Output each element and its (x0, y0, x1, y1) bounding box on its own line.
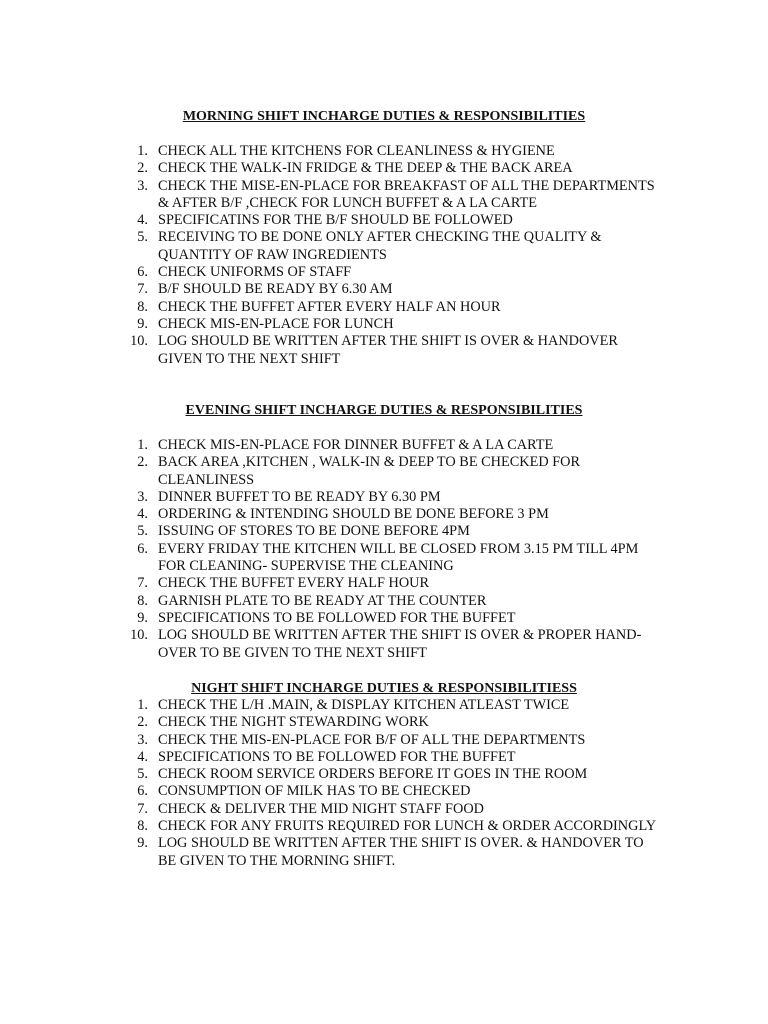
list-item (0, 316, 658, 333)
item-number: 4. (137, 506, 148, 523)
list-item (0, 610, 658, 627)
evening-shift-section (0, 402, 768, 662)
item-number: 10. (130, 627, 148, 644)
item-text: CHECK THE WALK-IN FRIDGE & THE DEEP & THE BACK AREA (158, 160, 573, 177)
item-number: 6. (137, 783, 148, 800)
item-number: 5. (137, 229, 148, 246)
morning-shift-heading: MORNING SHIFT INCHARGE DUTIES & RESPONSIBILITIES (182, 109, 586, 124)
item-number: 9. (137, 835, 148, 852)
night-shift-heading: NIGHT SHIFT INCHARGE DUTIES & RESPONSIBILITIESS (191, 681, 577, 696)
list-item (0, 783, 658, 800)
evening-shift-heading: EVENING SHIFT INCHARGE DUTIES & RESPONSIBILITIES (185, 403, 583, 418)
item-number: 9. (137, 609, 148, 626)
item-text: CHECK THE L/H .MAIN, & DISPLAY KITCHEN ATLEAST TWICE (158, 697, 570, 713)
item-text: RECEIVING TO BE DONE ONLY AFTER CHECKING THE QUALITY & QUANTITY OF RAW INGREDIENTS (158, 229, 602, 263)
list-item (0, 766, 658, 783)
item-number: 5. (137, 766, 148, 783)
item-text: CHECK MIS-EN-PLACE FOR DINNER BUFFET & A LA CARTE (158, 437, 554, 453)
item-number: 3. (137, 488, 148, 505)
item-text: DINNER BUFFET TO BE READY BY 6.30 PM (158, 488, 441, 505)
list-item (0, 714, 658, 731)
list-item (0, 281, 658, 298)
item-text: CHECK ROOM SERVICE ORDERS BEFORE IT GOES IN THE ROOM (158, 766, 588, 783)
item-text: EVERY FRIDAY THE KITCHEN WILL BE CLOSED FROM 3.15 PM TILL 4PM FOR CLEANING- SUPERVISE THE CLEANING (158, 540, 639, 575)
item-number: 7. (137, 575, 148, 592)
item-text: SPECIFICATINS FOR THE B/F SHOULD BE FOLLOWED (158, 212, 513, 229)
list-item (0, 333, 658, 368)
item-text: CHECK MIS-EN-PLACE FOR LUNCH (158, 315, 394, 332)
item-number: 6. (137, 264, 148, 281)
item-number: 2. (137, 160, 148, 177)
list-item (0, 732, 658, 749)
item-number: 3. (137, 177, 148, 194)
list-item (0, 454, 658, 489)
item-text: GARNISH PLATE TO BE READY AT THE COUNTER (158, 592, 487, 609)
list-item (0, 835, 658, 870)
item-text: CONSUMPTION OF MILK HAS TO BE CHECKED (158, 783, 471, 800)
item-number: 8. (137, 592, 148, 609)
item-text: BACK AREA ,KITCHEN , WALK-IN & DEEP TO BE CHECKED FOR CLEANLINESS (158, 454, 581, 488)
item-text: LOG SHOULD BE WRITTEN AFTER THE SHIFT IS OVER & HANDOVER GIVEN TO THE NEXT SHIFT (158, 333, 618, 367)
list-item (0, 178, 658, 213)
item-text: ISSUING OF STORES TO BE DONE BEFORE 4PM (158, 523, 470, 540)
item-number: 4. (137, 748, 148, 765)
evening-duties-list (0, 437, 768, 662)
item-number: 4. (137, 212, 148, 229)
item-text: LOG SHOULD BE WRITTEN AFTER THE SHIFT IS OVER. & HANDOVER TO BE GIVEN TO THE MORNING SHIFT. (158, 835, 644, 869)
list-item (0, 818, 658, 835)
list-item (0, 593, 658, 610)
item-text: CHECK FOR ANY FRUITS REQUIRED FOR LUNCH & ORDER ACCORDINGLY (158, 818, 657, 835)
item-text: ORDERING & INTENDING SHOULD BE DONE BEFORE 3 PM (158, 506, 549, 523)
list-item (0, 229, 658, 264)
item-number: 2. (137, 454, 148, 471)
list-item (0, 264, 658, 281)
list-item (0, 143, 658, 160)
list-item (0, 541, 658, 576)
item-number: 10. (130, 333, 148, 350)
item-text: CHECK THE BUFFET AFTER EVERY HALF AN HOUR (158, 298, 501, 315)
list-item (0, 437, 658, 454)
list-item (0, 506, 658, 523)
item-text: SPECIFICATIONS TO BE FOLLOWED FOR THE BUFFET (158, 609, 516, 626)
item-text: CHECK THE MISE-EN-PLACE FOR BREAKFAST OF ALL THE DEPARTMENTS & AFTER B/F ,CHECK FOR LUNCH BUFFET & A LA CARTE (158, 177, 655, 211)
item-text: CHECK UNIFORMS OF STAFF (158, 264, 352, 281)
item-text: SPECIFICATIONS TO BE FOLLOWED FOR THE BUFFET (158, 748, 516, 765)
item-number: 8. (137, 818, 148, 835)
item-number: 7. (137, 800, 148, 817)
item-text: CHECK & DELIVER THE MID NIGHT STAFF FOOD (158, 800, 484, 817)
item-text: CHECK THE MIS-EN-PLACE FOR B/F OF ALL THE DEPARTMENTS (158, 731, 586, 748)
item-number: 9. (137, 315, 148, 332)
item-text: B/F SHOULD BE READY BY 6.30 AM (158, 281, 393, 298)
list-item (0, 627, 658, 662)
list-item (0, 575, 658, 592)
morning-duties-list (0, 143, 768, 368)
list-item (0, 801, 658, 818)
item-number: 1. (137, 143, 148, 159)
night-duties-list (0, 697, 768, 870)
item-text: CHECK THE BUFFET EVERY HALF HOUR (158, 575, 430, 592)
item-text: CHECK THE NIGHT STEWARDING WORK (158, 714, 429, 731)
item-text: LOG SHOULD BE WRITTEN AFTER THE SHIFT IS OVER & PROPER HAND-OVER TO BE GIVEN TO THE NEXT SHIFT (158, 627, 642, 661)
item-number: 6. (137, 540, 148, 557)
item-number: 8. (137, 298, 148, 315)
list-item (0, 697, 658, 714)
morning-shift-section (0, 108, 768, 368)
item-number: 7. (137, 281, 148, 298)
list-item (0, 160, 658, 177)
night-shift-section (0, 680, 768, 870)
list-item (0, 212, 658, 229)
item-number: 1. (137, 437, 148, 453)
item-number: 3. (137, 731, 148, 748)
item-number: 1. (137, 697, 148, 713)
list-item (0, 299, 658, 316)
list-item (0, 489, 658, 506)
item-text: CHECK ALL THE KITCHENS FOR CLEANLINESS & HYGIENE (158, 143, 555, 159)
item-number: 2. (137, 714, 148, 731)
list-item (0, 523, 658, 540)
item-number: 5. (137, 523, 148, 540)
list-item (0, 749, 658, 766)
